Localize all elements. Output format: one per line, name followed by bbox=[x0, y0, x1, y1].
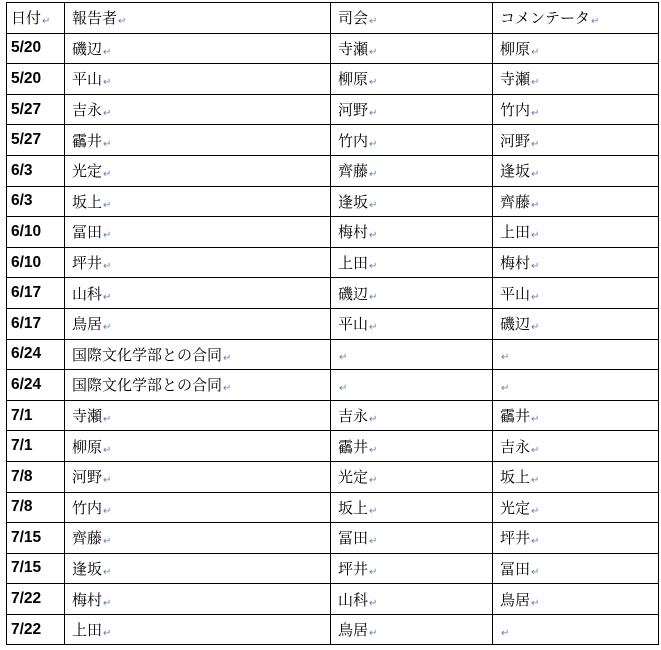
commentator-name: 坪井 bbox=[500, 529, 531, 548]
paragraph-mark-icon: ↵ bbox=[531, 536, 540, 548]
presenter-name: 光定 bbox=[72, 162, 103, 181]
chair-cell[interactable] bbox=[331, 217, 493, 248]
date-cell[interactable] bbox=[7, 431, 65, 462]
commentator-name: 上田 bbox=[500, 223, 531, 242]
paragraph-mark-icon: ↵ bbox=[223, 352, 232, 364]
paragraph-mark-icon: ↵ bbox=[369, 536, 378, 548]
commentator-cell[interactable] bbox=[493, 370, 659, 401]
paragraph-mark-icon: ↵ bbox=[103, 444, 112, 456]
chair-name: 梅村 bbox=[338, 223, 369, 242]
schedule-table bbox=[6, 2, 659, 645]
paragraph-mark-icon: ↵ bbox=[103, 230, 112, 242]
paragraph-mark-icon: ↵ bbox=[531, 597, 540, 609]
commentator-name: 光定 bbox=[500, 498, 531, 517]
chair-name: 逢坂 bbox=[338, 192, 369, 211]
date-cell[interactable] bbox=[7, 64, 65, 95]
presenter-cell[interactable] bbox=[65, 431, 331, 462]
paragraph-mark-icon: ↵ bbox=[103, 566, 112, 578]
paragraph-mark-icon: ↵ bbox=[103, 322, 112, 334]
commentator-name: 坂上 bbox=[500, 468, 531, 487]
commentator-cell[interactable] bbox=[493, 155, 659, 186]
table-row bbox=[7, 64, 659, 95]
date-cell[interactable] bbox=[7, 492, 65, 523]
header-cell-date[interactable] bbox=[7, 3, 65, 34]
date-cell[interactable] bbox=[7, 217, 65, 248]
commentator-cell[interactable] bbox=[493, 553, 659, 584]
presenter-cell[interactable] bbox=[65, 247, 331, 278]
paragraph-mark-icon: ↵ bbox=[531, 475, 540, 487]
date-text: 5/27 bbox=[11, 131, 42, 149]
paragraph-mark-icon: ↵ bbox=[591, 16, 600, 28]
presenter-cell[interactable] bbox=[65, 94, 331, 125]
date-text: 5/20 bbox=[11, 69, 42, 87]
presenter-cell[interactable] bbox=[65, 125, 331, 156]
table-row bbox=[7, 94, 659, 125]
date-cell[interactable] bbox=[7, 125, 65, 156]
paragraph-mark-icon: ↵ bbox=[369, 230, 378, 242]
paragraph-mark-icon: ↵ bbox=[369, 291, 378, 303]
chair-cell[interactable] bbox=[331, 370, 493, 401]
paragraph-mark-icon: ↵ bbox=[369, 597, 378, 609]
chair-cell[interactable] bbox=[331, 308, 493, 339]
chair-name: 靍井 bbox=[338, 437, 369, 456]
paragraph-mark-icon: ↵ bbox=[501, 382, 510, 394]
commentator-name: 平山 bbox=[500, 284, 531, 303]
presenter-name: 坪井 bbox=[72, 254, 103, 273]
paragraph-mark-icon: ↵ bbox=[369, 16, 378, 28]
commentator-cell[interactable] bbox=[493, 584, 659, 615]
presenter-name: 柳原 bbox=[72, 437, 103, 456]
chair-name: 山科 bbox=[338, 590, 369, 609]
paragraph-mark-icon: ↵ bbox=[531, 505, 540, 517]
table-row bbox=[7, 370, 659, 401]
paragraph-mark-icon: ↵ bbox=[369, 261, 378, 273]
paragraph-mark-icon: ↵ bbox=[501, 627, 510, 639]
presenter-cell[interactable] bbox=[65, 155, 331, 186]
chair-cell[interactable] bbox=[331, 584, 493, 615]
presenter-name: 山科 bbox=[72, 284, 103, 303]
date-text: 6/24 bbox=[11, 345, 42, 363]
paragraph-mark-icon: ↵ bbox=[103, 199, 112, 211]
paragraph-mark-icon: ↵ bbox=[369, 444, 378, 456]
presenter-name: 齊藤 bbox=[72, 529, 103, 548]
chair-cell[interactable] bbox=[331, 94, 493, 125]
date-text: 7/22 bbox=[11, 620, 42, 638]
date-text: 5/27 bbox=[11, 100, 42, 118]
date-text: 6/17 bbox=[11, 314, 42, 332]
paragraph-mark-icon: ↵ bbox=[223, 383, 232, 395]
paragraph-mark-icon: ↵ bbox=[531, 566, 540, 578]
table-row bbox=[7, 33, 659, 64]
chair-cell[interactable] bbox=[331, 33, 493, 64]
date-text: 7/15 bbox=[11, 528, 42, 546]
chair-cell[interactable] bbox=[331, 553, 493, 584]
paragraph-mark-icon: ↵ bbox=[103, 505, 112, 517]
table-row bbox=[7, 492, 659, 523]
chair-name: 平山 bbox=[338, 315, 369, 334]
paragraph-mark-icon: ↵ bbox=[369, 108, 378, 120]
chair-name: 鳥居 bbox=[338, 621, 369, 640]
presenter-name: 上田 bbox=[72, 621, 103, 640]
presenter-cell[interactable] bbox=[65, 64, 331, 95]
date-text: 7/8 bbox=[11, 498, 33, 516]
paragraph-mark-icon: ↵ bbox=[369, 169, 378, 181]
chair-cell[interactable] bbox=[331, 523, 493, 554]
date-cell[interactable] bbox=[7, 308, 65, 339]
date-text: 6/3 bbox=[11, 161, 33, 179]
presenter-cell[interactable] bbox=[65, 308, 331, 339]
header-cell-commentator[interactable] bbox=[493, 3, 659, 34]
presenter-name: 梅村 bbox=[72, 590, 103, 609]
paragraph-mark-icon: ↵ bbox=[531, 261, 540, 273]
date-text: 7/8 bbox=[11, 467, 33, 485]
chair-name: 磯辺 bbox=[338, 284, 369, 303]
table-row bbox=[7, 523, 659, 554]
presenter-name: 国際文化学部との合同 bbox=[72, 345, 223, 364]
chair-cell[interactable] bbox=[331, 125, 493, 156]
presenter-cell[interactable] bbox=[65, 278, 331, 309]
date-cell[interactable] bbox=[7, 584, 65, 615]
date-text: 6/10 bbox=[11, 222, 42, 240]
paragraph-mark-icon: ↵ bbox=[103, 77, 112, 89]
presenter-cell[interactable] bbox=[65, 370, 331, 401]
presenter-name: 竹内 bbox=[72, 498, 103, 517]
header-chair-label: 司会 bbox=[338, 9, 369, 28]
date-cell[interactable] bbox=[7, 186, 65, 217]
commentator-cell[interactable] bbox=[493, 278, 659, 309]
paragraph-mark-icon: ↵ bbox=[369, 322, 378, 334]
presenter-cell[interactable] bbox=[65, 614, 331, 645]
date-cell[interactable] bbox=[7, 370, 65, 401]
presenter-cell[interactable] bbox=[65, 217, 331, 248]
paragraph-mark-icon: ↵ bbox=[103, 291, 112, 303]
header-commentator-label: コメンテータ bbox=[500, 9, 591, 28]
header-date-label: 日付 bbox=[11, 9, 42, 28]
paragraph-mark-icon: ↵ bbox=[103, 261, 112, 273]
paragraph-mark-icon: ↵ bbox=[103, 414, 112, 426]
paragraph-mark-icon: ↵ bbox=[531, 138, 540, 150]
paragraph-mark-icon: ↵ bbox=[531, 77, 540, 89]
paragraph-mark-icon: ↵ bbox=[103, 108, 112, 120]
paragraph-mark-icon: ↵ bbox=[369, 414, 378, 426]
chair-name: 寺瀬 bbox=[338, 39, 369, 58]
paragraph-mark-icon: ↵ bbox=[369, 199, 378, 211]
commentator-name: 梅村 bbox=[500, 254, 531, 273]
table-row bbox=[7, 400, 659, 431]
table-row bbox=[7, 553, 659, 584]
paragraph-mark-icon: ↵ bbox=[369, 138, 378, 150]
table-row bbox=[7, 155, 659, 186]
table-row bbox=[7, 217, 659, 248]
commentator-cell[interactable] bbox=[493, 64, 659, 95]
paragraph-mark-icon: ↵ bbox=[103, 138, 112, 150]
table-row bbox=[7, 461, 659, 492]
presenter-cell[interactable] bbox=[65, 33, 331, 64]
paragraph-mark-icon: ↵ bbox=[531, 199, 540, 211]
table-row bbox=[7, 614, 659, 645]
presenter-name: 平山 bbox=[72, 70, 103, 89]
date-cell[interactable] bbox=[7, 553, 65, 584]
presenter-name: 鳥居 bbox=[72, 315, 103, 334]
paragraph-mark-icon: ↵ bbox=[369, 566, 378, 578]
commentator-name: 吉永 bbox=[500, 437, 531, 456]
paragraph-mark-icon: ↵ bbox=[103, 169, 112, 181]
chair-cell[interactable] bbox=[331, 431, 493, 462]
paragraph-mark-icon: ↵ bbox=[531, 108, 540, 120]
commentator-name: 冨田 bbox=[500, 559, 531, 578]
presenter-name: 靍井 bbox=[72, 131, 103, 150]
chair-name: 河野 bbox=[338, 101, 369, 120]
date-text: 7/1 bbox=[11, 406, 33, 424]
commentator-cell[interactable] bbox=[493, 94, 659, 125]
chair-name: 冨田 bbox=[338, 529, 369, 548]
chair-cell[interactable] bbox=[331, 64, 493, 95]
paragraph-mark-icon: ↵ bbox=[103, 46, 112, 58]
date-cell[interactable] bbox=[7, 33, 65, 64]
date-cell[interactable] bbox=[7, 400, 65, 431]
commentator-cell[interactable] bbox=[493, 339, 659, 370]
date-text: 7/22 bbox=[11, 590, 42, 608]
date-cell[interactable] bbox=[7, 94, 65, 125]
paragraph-mark-icon: ↵ bbox=[118, 16, 127, 28]
paragraph-mark-icon: ↵ bbox=[531, 230, 540, 242]
date-cell[interactable] bbox=[7, 247, 65, 278]
commentator-cell[interactable] bbox=[493, 125, 659, 156]
commentator-name: 齊藤 bbox=[500, 192, 531, 211]
paragraph-mark-icon: ↵ bbox=[369, 505, 378, 517]
chair-name: 齊藤 bbox=[338, 162, 369, 181]
paragraph-mark-icon: ↵ bbox=[531, 291, 540, 303]
commentator-cell[interactable] bbox=[493, 461, 659, 492]
date-text: 6/3 bbox=[11, 192, 33, 210]
header-presenter-label: 報告者 bbox=[72, 9, 118, 28]
commentator-cell[interactable] bbox=[493, 431, 659, 462]
table-row bbox=[7, 125, 659, 156]
paragraph-mark-icon: ↵ bbox=[369, 475, 378, 487]
date-cell[interactable] bbox=[7, 278, 65, 309]
header-row bbox=[7, 3, 659, 34]
paragraph-mark-icon: ↵ bbox=[42, 16, 51, 28]
header-cell-chair[interactable] bbox=[331, 3, 493, 34]
date-cell[interactable] bbox=[7, 461, 65, 492]
chair-name: 竹内 bbox=[338, 131, 369, 150]
commentator-name: 寺瀬 bbox=[500, 70, 531, 89]
chair-cell[interactable] bbox=[331, 400, 493, 431]
commentator-cell[interactable] bbox=[493, 523, 659, 554]
date-text: 7/1 bbox=[11, 437, 33, 455]
paragraph-mark-icon: ↵ bbox=[531, 322, 540, 334]
date-text: 7/15 bbox=[11, 559, 42, 577]
paragraph-mark-icon: ↵ bbox=[531, 414, 540, 426]
paragraph-mark-icon: ↵ bbox=[369, 77, 378, 89]
table-row bbox=[7, 339, 659, 370]
paragraph-mark-icon: ↵ bbox=[103, 628, 112, 640]
commentator-cell[interactable] bbox=[493, 217, 659, 248]
presenter-name: 冨田 bbox=[72, 223, 103, 242]
presenter-name: 坂上 bbox=[72, 192, 103, 211]
chair-name: 坪井 bbox=[338, 559, 369, 578]
presenter-cell[interactable] bbox=[65, 492, 331, 523]
chair-name: 光定 bbox=[338, 468, 369, 487]
presenter-name: 国際文化学部との合同 bbox=[72, 376, 223, 395]
commentator-cell[interactable] bbox=[493, 33, 659, 64]
chair-cell[interactable] bbox=[331, 492, 493, 523]
table-row bbox=[7, 308, 659, 339]
commentator-cell[interactable] bbox=[493, 186, 659, 217]
commentator-cell[interactable] bbox=[493, 492, 659, 523]
commentator-name: 鳥居 bbox=[500, 590, 531, 609]
presenter-cell[interactable] bbox=[65, 400, 331, 431]
date-cell[interactable] bbox=[7, 614, 65, 645]
commentator-name: 竹内 bbox=[500, 101, 531, 120]
commentator-cell[interactable] bbox=[493, 247, 659, 278]
paragraph-mark-icon: ↵ bbox=[369, 46, 378, 58]
presenter-cell[interactable] bbox=[65, 553, 331, 584]
presenter-cell[interactable] bbox=[65, 523, 331, 554]
presenter-name: 磯辺 bbox=[72, 39, 103, 58]
chair-cell[interactable] bbox=[331, 339, 493, 370]
paragraph-mark-icon: ↵ bbox=[369, 628, 378, 640]
commentator-name: 靍井 bbox=[500, 407, 531, 426]
presenter-name: 逢坂 bbox=[72, 559, 103, 578]
presenter-name: 寺瀬 bbox=[72, 407, 103, 426]
header-cell-presenter[interactable] bbox=[65, 3, 331, 34]
paragraph-mark-icon: ↵ bbox=[531, 169, 540, 181]
presenter-cell[interactable] bbox=[65, 186, 331, 217]
commentator-name: 柳原 bbox=[500, 39, 531, 58]
paragraph-mark-icon: ↵ bbox=[103, 475, 112, 487]
chair-name: 上田 bbox=[338, 254, 369, 273]
document-page bbox=[6, 2, 659, 645]
date-text: 6/17 bbox=[11, 284, 42, 302]
date-text: 5/20 bbox=[11, 39, 42, 57]
commentator-name: 逢坂 bbox=[500, 162, 531, 181]
table-row bbox=[7, 278, 659, 309]
chair-cell[interactable] bbox=[331, 186, 493, 217]
presenter-cell[interactable] bbox=[65, 339, 331, 370]
chair-cell[interactable] bbox=[331, 461, 493, 492]
presenter-cell[interactable] bbox=[65, 461, 331, 492]
schedule-body bbox=[7, 33, 659, 645]
paragraph-mark-icon: ↵ bbox=[339, 352, 348, 364]
table-row bbox=[7, 431, 659, 462]
paragraph-mark-icon: ↵ bbox=[531, 46, 540, 58]
chair-name: 坂上 bbox=[338, 498, 369, 517]
date-text: 6/10 bbox=[11, 253, 42, 271]
paragraph-mark-icon: ↵ bbox=[103, 536, 112, 548]
date-cell[interactable] bbox=[7, 339, 65, 370]
chair-name: 吉永 bbox=[338, 407, 369, 426]
table-row bbox=[7, 247, 659, 278]
commentator-name: 磯辺 bbox=[500, 315, 531, 334]
presenter-name: 河野 bbox=[72, 468, 103, 487]
chair-cell[interactable] bbox=[331, 155, 493, 186]
chair-cell[interactable] bbox=[331, 614, 493, 645]
paragraph-mark-icon: ↵ bbox=[501, 352, 510, 364]
table-row bbox=[7, 584, 659, 615]
presenter-cell[interactable] bbox=[65, 584, 331, 615]
chair-name: 柳原 bbox=[338, 70, 369, 89]
commentator-cell[interactable] bbox=[493, 308, 659, 339]
commentator-cell[interactable] bbox=[493, 400, 659, 431]
commentator-name: 河野 bbox=[500, 131, 531, 150]
paragraph-mark-icon: ↵ bbox=[339, 382, 348, 394]
presenter-name: 吉永 bbox=[72, 101, 103, 120]
paragraph-mark-icon: ↵ bbox=[531, 444, 540, 456]
table-row bbox=[7, 186, 659, 217]
chair-cell[interactable] bbox=[331, 278, 493, 309]
chair-cell[interactable] bbox=[331, 247, 493, 278]
date-text: 6/24 bbox=[11, 375, 42, 393]
date-cell[interactable] bbox=[7, 155, 65, 186]
paragraph-mark-icon: ↵ bbox=[103, 597, 112, 609]
date-cell[interactable] bbox=[7, 523, 65, 554]
commentator-cell[interactable] bbox=[493, 614, 659, 645]
